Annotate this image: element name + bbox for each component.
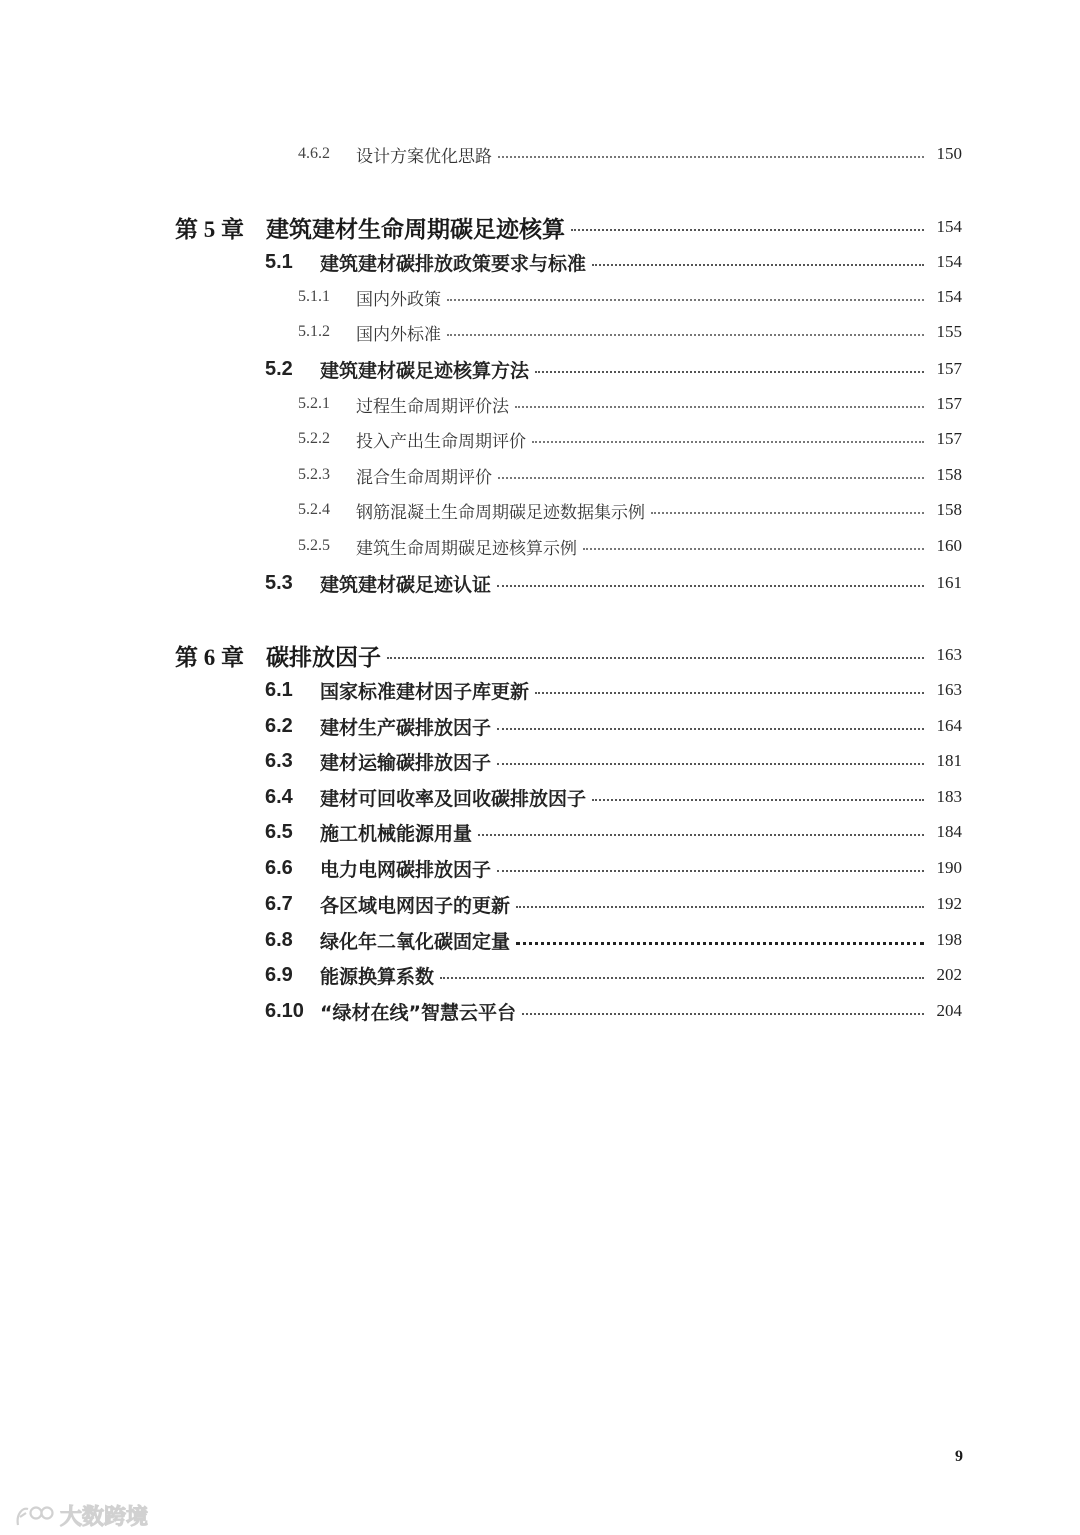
toc-number: 6.4 (265, 785, 293, 808)
toc-number: 6.6 (265, 856, 293, 879)
toc-title: 建筑生命周期碳足迹核算示例 (356, 538, 577, 559)
dot-leader (440, 977, 924, 979)
dot-leader (497, 870, 924, 872)
toc-section[interactable] (0, 354, 1080, 384)
toc-page: 190 (936, 858, 962, 877)
toc-page: 181 (936, 751, 962, 770)
toc-section[interactable] (0, 746, 1080, 776)
toc-number: 4.6.2 (298, 145, 330, 162)
toc-section[interactable] (0, 675, 1080, 705)
toc-section[interactable] (0, 996, 1080, 1026)
toc-title: 建材运输碳排放因子 (320, 751, 492, 774)
dot-leader (447, 334, 924, 336)
logo-icon (14, 1503, 54, 1529)
toc-entry[interactable] (0, 531, 1080, 561)
toc-page: 202 (936, 965, 962, 984)
toc-title: 各区域电网因子的更新 (320, 894, 511, 917)
dot-leader (497, 585, 924, 587)
toc-page: 158 (936, 500, 962, 519)
dot-leader (592, 264, 924, 266)
toc-entry[interactable] (0, 139, 1080, 169)
toc-title: 能源换算系数 (320, 965, 435, 988)
dot-leader (387, 657, 924, 659)
toc-section[interactable] (0, 247, 1080, 277)
toc-number: 6.8 (265, 928, 293, 951)
toc-page: 150 (936, 144, 962, 163)
toc-title: 建筑建材碳足迹核算方法 (320, 359, 530, 382)
toc-page: 198 (936, 930, 962, 949)
dot-leader (498, 156, 924, 158)
dot-leader (478, 834, 924, 836)
toc-number: 6.9 (265, 963, 293, 986)
watermark-text: 大数跨境 (60, 1505, 149, 1530)
toc-number: 5.1 (265, 250, 293, 273)
dot-leader (583, 548, 924, 550)
toc-section[interactable] (0, 925, 1080, 955)
dot-leader (592, 799, 924, 801)
toc-section[interactable] (0, 817, 1080, 847)
toc-number: 6.7 (265, 892, 293, 915)
toc-number: 第 5 章 (175, 216, 244, 242)
toc-entry[interactable] (0, 389, 1080, 419)
dot-leader (535, 692, 924, 694)
toc-number: 5.2.5 (298, 537, 330, 554)
toc-number: 5.2.4 (298, 501, 330, 518)
toc-number: 5.2.2 (298, 430, 330, 447)
toc-section[interactable] (0, 782, 1080, 812)
toc-page: 160 (936, 536, 962, 555)
toc-page: 183 (936, 787, 962, 806)
dot-leader (447, 299, 924, 301)
toc-title: 过程生命周期评价法 (356, 396, 509, 417)
toc-number: 5.2 (265, 357, 293, 380)
toc-section[interactable] (0, 853, 1080, 883)
toc-title: 绿化年二氧化碳固定量 (320, 930, 511, 953)
toc-number: 5.1.2 (298, 323, 330, 340)
toc-section[interactable] (0, 889, 1080, 919)
toc-page: 158 (936, 465, 962, 484)
dot-leader (516, 942, 924, 945)
dot-leader (516, 906, 924, 908)
toc-title: 混合生命周期评价 (356, 467, 492, 488)
dot-leader (571, 229, 924, 231)
toc-title: 建材生产碳排放因子 (320, 716, 492, 739)
toc-title: 国内外标准 (356, 324, 441, 345)
toc-number: 5.2.1 (298, 395, 330, 412)
toc-number: 6.2 (265, 714, 293, 737)
toc-entry[interactable] (0, 495, 1080, 525)
toc-number: 6.3 (265, 749, 293, 772)
toc-title: 建筑建材碳排放政策要求与标准 (320, 252, 587, 275)
dot-leader (535, 371, 924, 373)
toc-number: 6.10 (265, 999, 304, 1022)
toc-page: 163 (936, 645, 962, 664)
toc-number: 5.2.3 (298, 466, 330, 483)
toc-title: 碳排放因子 (266, 643, 381, 671)
page-number: 9 (955, 1448, 963, 1465)
toc-title: “绿材在线”智慧云平台 (320, 1001, 516, 1024)
toc-page: 155 (936, 322, 962, 341)
dot-leader (497, 763, 924, 765)
toc-page: 192 (936, 894, 962, 913)
toc-page: 154 (936, 217, 962, 236)
toc-page: 157 (936, 394, 962, 413)
watermark (14, 1500, 148, 1531)
toc-title: 建筑建材生命周期碳足迹核算 (266, 215, 565, 243)
toc-chapter[interactable] (0, 212, 1080, 242)
toc-title: 钢筋混凝土生命周期碳足迹数据集示例 (356, 502, 645, 523)
dot-leader (497, 728, 924, 730)
toc-page: 164 (936, 716, 962, 735)
toc-chapter[interactable] (0, 640, 1080, 670)
toc-page: 204 (936, 1001, 962, 1020)
toc-entry[interactable] (0, 317, 1080, 347)
toc-page: 157 (936, 359, 962, 378)
dot-leader (532, 441, 924, 443)
toc-page: 163 (936, 680, 962, 699)
dot-leader (498, 477, 924, 479)
toc-title: 施工机械能源用量 (320, 822, 473, 845)
toc-page: 161 (936, 573, 962, 592)
dot-leader (651, 512, 924, 514)
toc-number: 5.3 (265, 571, 293, 594)
toc-entry[interactable] (0, 424, 1080, 454)
dot-leader (515, 406, 924, 408)
toc-title: 国家标准建材因子库更新 (320, 680, 530, 703)
toc-title: 电力电网碳排放因子 (320, 858, 492, 881)
toc-title: 国内外政策 (356, 289, 441, 310)
toc-number: 6.1 (265, 678, 293, 701)
toc-page: 157 (936, 429, 962, 448)
toc-page: 184 (936, 822, 962, 841)
toc-title: 建材可回收率及回收碳排放因子 (320, 787, 587, 810)
toc-number: 第 6 章 (175, 644, 244, 670)
toc-page: 154 (936, 252, 962, 271)
toc-section[interactable] (0, 711, 1080, 741)
toc-entry[interactable] (0, 282, 1080, 312)
toc-title: 建筑建材碳足迹认证 (320, 573, 492, 596)
dot-leader (522, 1013, 924, 1015)
toc-entry[interactable] (0, 460, 1080, 490)
toc-section[interactable] (0, 960, 1080, 990)
toc-section[interactable] (0, 568, 1080, 598)
toc-number: 6.5 (265, 820, 293, 843)
toc-page: 154 (936, 287, 962, 306)
toc-number: 5.1.1 (298, 288, 330, 305)
toc-title: 设计方案优化思路 (356, 146, 492, 167)
toc-title: 投入产出生命周期评价 (356, 431, 526, 452)
